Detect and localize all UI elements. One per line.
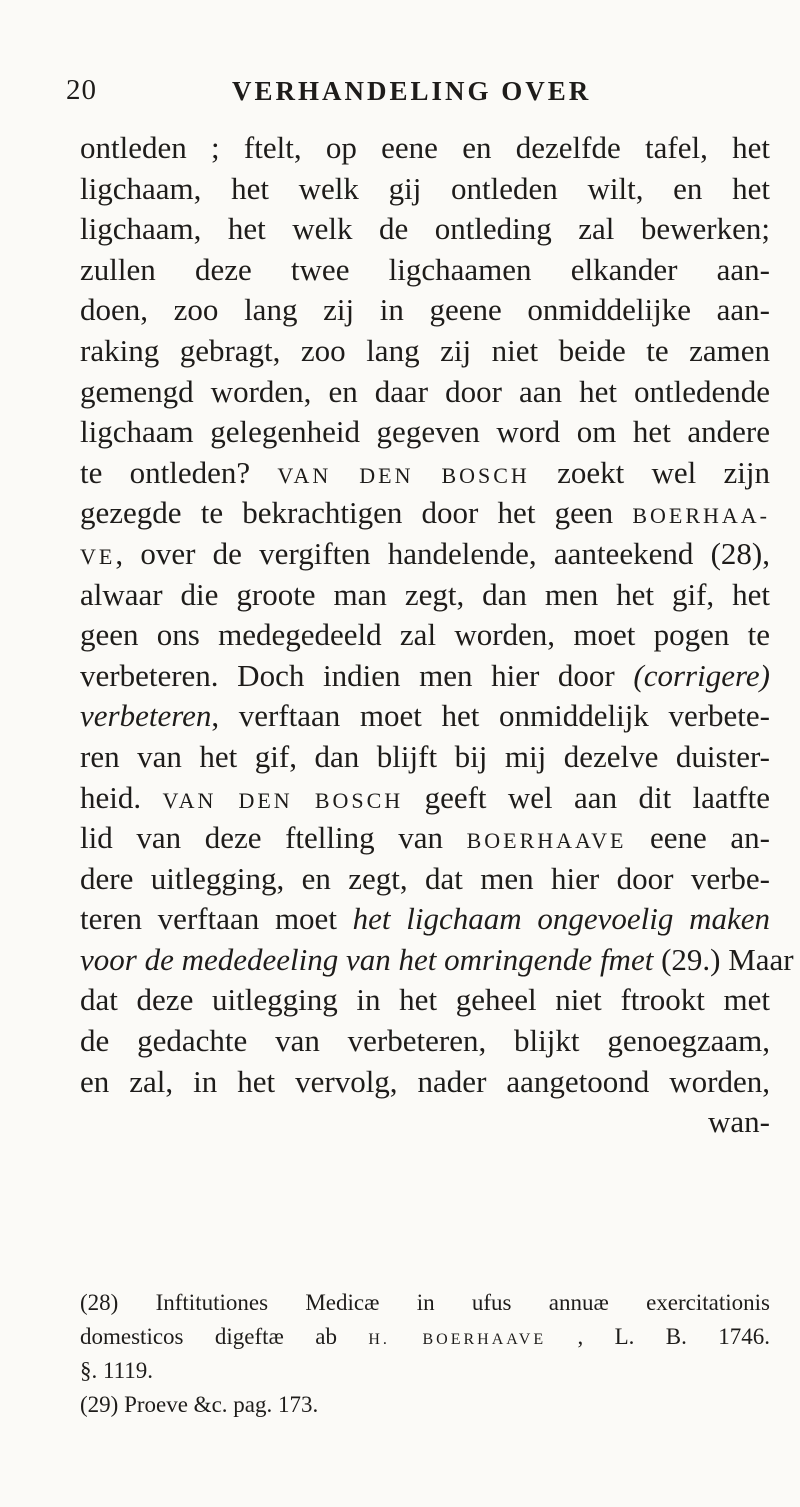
line-text: raking gebragt, zoo lang zij niet beide te zamen <box>80 332 770 368</box>
line-text: zullen deze twee ligchaamen elkander aan- <box>80 251 770 287</box>
text-line <box>80 980 770 1021</box>
text-line <box>80 737 770 778</box>
italic-text: het ligchaam ongevoelig maken <box>352 901 770 937</box>
text-line <box>80 372 770 413</box>
line-text: (29.) Maar <box>653 941 794 977</box>
text-line <box>80 899 770 940</box>
line-text: en zal, in het vervolg, nader aangetoond worden, <box>80 1063 770 1099</box>
footnote-line <box>80 1286 770 1320</box>
line-text: domesticos digeftæ ab <box>80 1324 369 1349</box>
line-text: lid van deze ftelling van <box>80 820 467 856</box>
small-caps-name: VAN DEN BOSCH <box>277 462 530 488</box>
line-text: , verftaan moet het onmiddelijk verbete- <box>211 698 770 734</box>
line-text: alwaar die groote man zegt, dan men het gif, het <box>80 576 770 612</box>
footnote-line <box>80 1354 770 1388</box>
catchword: wan- <box>708 1104 770 1140</box>
line-text: ligchaam, het welk gij ontleden wilt, en het <box>80 170 770 206</box>
text-line <box>80 250 770 291</box>
italic-text: verbeteren <box>80 698 212 734</box>
line-text: , over de vergiften handelende, aanteekend (28), <box>115 535 770 571</box>
line-text: geen ons medegedeeld zal worden, moet pogen te <box>80 617 770 653</box>
line-text: dat deze uitlegging in het geheel niet ftrookt met <box>80 982 770 1018</box>
line-text: gemengd worden, en daar door aan het ontledende <box>80 373 770 409</box>
text-line <box>80 656 770 697</box>
footnotes <box>80 1286 770 1422</box>
line-text: ontleden ; ftelt, op eene en dezelfde tafel, het <box>80 130 770 165</box>
text-line <box>80 493 770 534</box>
line-text: §. 1119. <box>80 1358 154 1383</box>
line-text: te ontleden? <box>80 454 278 490</box>
text-line <box>80 331 770 372</box>
small-caps-name: VE <box>80 543 116 569</box>
body-text <box>80 128 794 1143</box>
text-line <box>80 575 770 616</box>
text-line <box>80 940 794 981</box>
text-line <box>80 412 770 453</box>
line-text: (28) Inftitutiones Medicæ in ufus annuæ exercitationis <box>80 1290 770 1315</box>
line-text: eene an- <box>626 820 770 856</box>
footnote-line <box>80 1388 770 1422</box>
text-line <box>80 696 770 737</box>
line-text: ligchaam gelegenheid gegeven word om het andere <box>80 414 770 450</box>
line-text: gezegde te bekrachtigen door het geen <box>80 495 633 531</box>
small-caps-name: BOERHAA- <box>632 503 770 529</box>
line-text: verbeteren. Doch indien men hier door <box>80 657 634 693</box>
line-text: doen, zoo lang zij in geene onmiddelijke aan- <box>80 292 770 328</box>
running-title: VERHANDELING OVER <box>232 76 592 106</box>
text-line <box>80 615 770 656</box>
text-line <box>80 1062 770 1103</box>
italic-text: (corrigere) <box>633 657 770 693</box>
text-line <box>80 859 770 900</box>
small-caps-name: H. BOERHAAVE <box>368 1331 547 1348</box>
text-line <box>80 169 770 210</box>
text-line <box>80 453 770 494</box>
line-text: zoekt wel zijn <box>529 454 770 490</box>
line-text: de gedachte van verbeteren, blijkt genoegzaam, <box>80 1023 770 1059</box>
line-text: ren van het gif, dan blijft bij mij dezelve duister- <box>80 738 770 774</box>
page-number: 20 <box>66 74 97 106</box>
text-line <box>80 778 770 819</box>
footnote-line <box>80 1320 770 1354</box>
line-text: heid. <box>80 779 163 815</box>
line-text: geeft wel aan dit laatfte <box>403 779 770 815</box>
text-line <box>80 128 770 169</box>
line-text: (29) Proeve &c. pag. 173. <box>80 1392 319 1417</box>
italic-text: voor de mededeeling van het omringende fmet <box>80 941 654 977</box>
small-caps-name: BOERHAAVE <box>466 828 627 854</box>
page-header <box>0 74 800 114</box>
text-line <box>80 290 770 331</box>
text-line <box>80 534 770 575</box>
text-line <box>80 1021 770 1062</box>
text-line <box>80 818 770 859</box>
line-text: , L. B. 1746. <box>546 1324 771 1349</box>
small-caps-name: VAN DEN BOSCH <box>162 787 404 813</box>
text-line <box>80 209 770 250</box>
line-text: dere uitlegging, en zegt, dat men hier door verbe- <box>80 860 770 896</box>
line-text: teren verftaan moet <box>80 901 353 937</box>
line-text: ligchaam, het welk de ontleding zal bewerken; <box>80 211 770 247</box>
